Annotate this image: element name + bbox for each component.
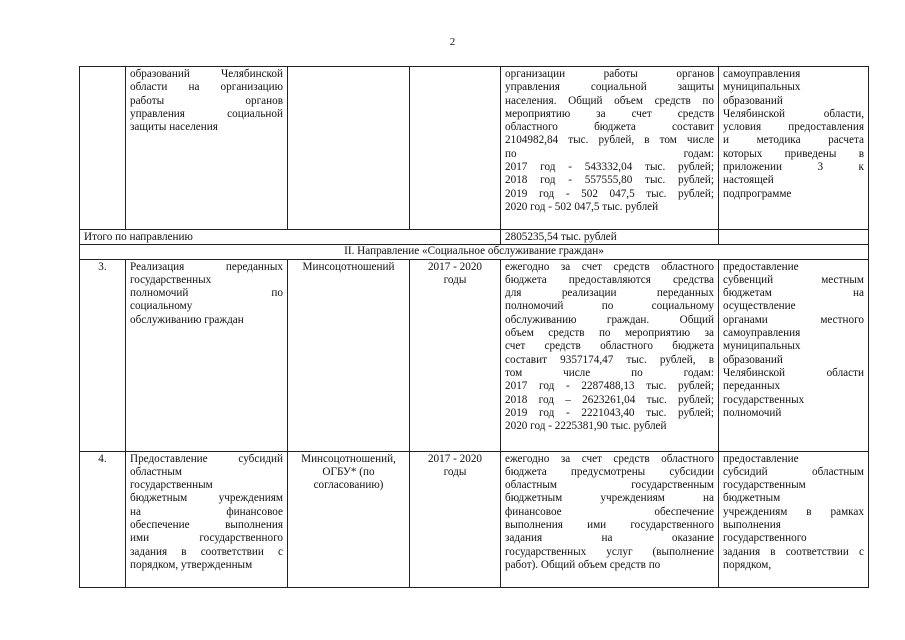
text-line: обслуживанию граждан [130,313,244,326]
cell-result [719,259,869,451]
text-line: 2018 год – 2623261,04 тыс. рублей; [505,393,714,406]
text-line: управления социальной [130,107,283,120]
text-line: областным [130,465,182,478]
text-line: Минсоцотношений, [301,452,396,465]
text-line: согласованию) [313,479,384,492]
text-line: управления социальной защиты [505,81,714,94]
row-number: 3. [80,259,126,451]
text-line: Минсоцотношений [302,260,395,273]
measures-table [79,66,869,588]
text-line: по годам: [505,147,714,160]
text-line: условия предоставления [723,121,864,134]
text-line: 2017 - 2020 [427,260,483,273]
text-line: 2019 год - 502 047,5 тыс. рублей; [505,187,714,200]
period-lines [414,453,496,480]
text-line: задания в соответствии с [130,545,283,558]
text-line: на финансовое [130,505,283,518]
text-line: переданных [723,380,781,393]
text-line: государственных услуг (выполнение [505,545,714,558]
page-number: 2 [449,36,456,48]
name-lines [130,453,283,573]
text-line: государственным [723,479,806,492]
text-line: порядком, утвержденным [130,558,253,571]
total-empty [719,230,869,245]
cell-name [126,451,288,587]
table-row [80,451,869,587]
text-line: задания на оказание [505,532,714,545]
cell-name [126,259,288,451]
text-line: финансовое обеспечение [505,505,714,518]
text-line: областным государственным [505,479,714,492]
text-line: объем средств по мероприятию за [505,327,714,340]
cell-executor [288,259,410,451]
text-line: 2020 год - 502 047,5 тыс. рублей [505,200,659,213]
text-line: ежегодно за счет средств областного [505,452,714,465]
table-row [80,259,869,451]
text-line: ОГБУ* (по [322,465,375,478]
text-line: годы [443,465,467,478]
table-row-total [80,230,869,245]
text-line: социальному [130,300,193,313]
text-line: муниципальных [723,81,801,94]
text-line: самоуправления [723,327,801,340]
cell-result [719,451,869,587]
text-line: порядком, [723,558,772,571]
text-line: бюджетам на [723,287,864,300]
text-line: выполнения ими государственного [505,519,714,532]
text-line: 2017 год - 2287488,13 тыс. рублей; [505,380,714,393]
description-lines [505,261,714,434]
result-lines [723,68,864,201]
cell-name [126,67,288,230]
executor-lines [292,261,405,274]
text-line: и методика расчета [723,134,864,147]
text-line: Челябинской области, [723,107,864,120]
text-line: 2104982,84 тыс. рублей, в том числе [505,134,714,147]
text-line: задания в соответствии с [723,545,864,558]
text-line: бюджетным учреждениям на [505,492,714,505]
text-line: образований [723,94,783,107]
text-line: обслуживанию граждан. Общий [505,313,714,326]
description-lines [505,68,714,214]
cell-description [501,259,719,451]
cell-executor [288,67,410,230]
text-line: настоящей [723,174,774,187]
text-line: составит 9357174,47 тыс. рублей, в [505,353,714,366]
text-line: полномочий по социальному [505,300,714,313]
text-line: Предоставление субсидий [130,452,283,465]
text-line: государственного [723,532,807,545]
result-lines [723,453,864,573]
text-line: ежегодно за счет средств областного [505,260,714,273]
cell-description [501,67,719,230]
text-line: годы [443,273,467,286]
text-line: субвенций местным [723,273,864,286]
cell-period [410,451,501,587]
text-line: государственных [130,273,212,286]
text-line: бюджетным [723,492,781,505]
text-line: полномочий [723,406,782,419]
text-line: бюджетным учреждениям [130,492,283,505]
cell-executor [288,451,410,587]
text-line: полномочий по [130,287,283,300]
text-line: бюджета предусмотрены субсидии [505,465,714,478]
total-amount: 2805235,54 тыс. рублей [501,230,719,245]
text-line: том числе по годам: [505,366,714,379]
name-lines [130,68,283,134]
executor-lines [292,453,405,493]
text-line: 2019 год - 2221043,40 тыс. рублей; [505,406,714,419]
text-line: организации работы органов [505,68,714,80]
text-line: работ). Общий объем средств по [505,558,661,571]
total-label: Итого по направлению [80,230,501,245]
text-line: осуществление [723,300,796,313]
text-line: области на организацию [130,81,283,94]
section-header-row [80,245,869,259]
text-line: субсидий областным [723,465,864,478]
text-line: предоставление [723,452,799,465]
text-line: работы органов [130,94,283,107]
text-line: учреждениям в рамках [723,505,864,518]
text-line: 2020 год - 2225381,90 тыс. рублей [505,420,667,433]
text-line: приложении 3 к [723,161,864,174]
text-line: предоставление [723,260,799,273]
section-header: II. Направление «Социальное обслуживание граждан» [80,245,869,259]
text-line: 2017 год - 543332,04 тыс. рублей; [505,161,714,174]
cell-description [501,451,719,587]
text-line: для реализации переданных [505,287,714,300]
text-line: которых приведены в [723,147,864,160]
text-line: населения. Общий объем средств по [505,94,714,107]
period-lines [414,261,496,288]
text-line: Реализация переданных [130,260,283,273]
result-lines [723,261,864,421]
text-line: выполнения [723,519,781,532]
text-line: Челябинской области [723,366,864,379]
text-line: самоуправления [723,68,801,80]
text-line: 2018 год - 557555,80 тыс. рублей; [505,174,714,187]
row-number: 4. [80,451,126,587]
text-line: органами местного [723,313,864,326]
text-line: 2017 - 2020 [427,452,483,465]
text-line: обеспечение выполнения [130,519,283,532]
text-line: мероприятию за счет средств [505,107,714,120]
text-line: подпрограмме [723,187,792,200]
text-line: областного бюджета составит [505,121,714,134]
text-line: государственных [723,393,805,406]
cell-period [410,259,501,451]
text-line: муниципальных [723,340,801,353]
text-line: бюджета предоставляются средства [505,273,714,286]
text-line: образований [723,353,783,366]
text-line: государственным [130,479,213,492]
table-row-continuation [80,67,869,230]
description-lines [505,453,714,573]
cell-period [410,67,501,230]
text-line: счет средств областного бюджета [505,340,714,353]
text-line: ими государственного [130,532,283,545]
name-lines [130,261,283,327]
text-line: защиты населения [130,121,218,134]
text-line: образований Челябинской [130,68,283,80]
cell-num [80,67,126,230]
cell-result [719,67,869,230]
